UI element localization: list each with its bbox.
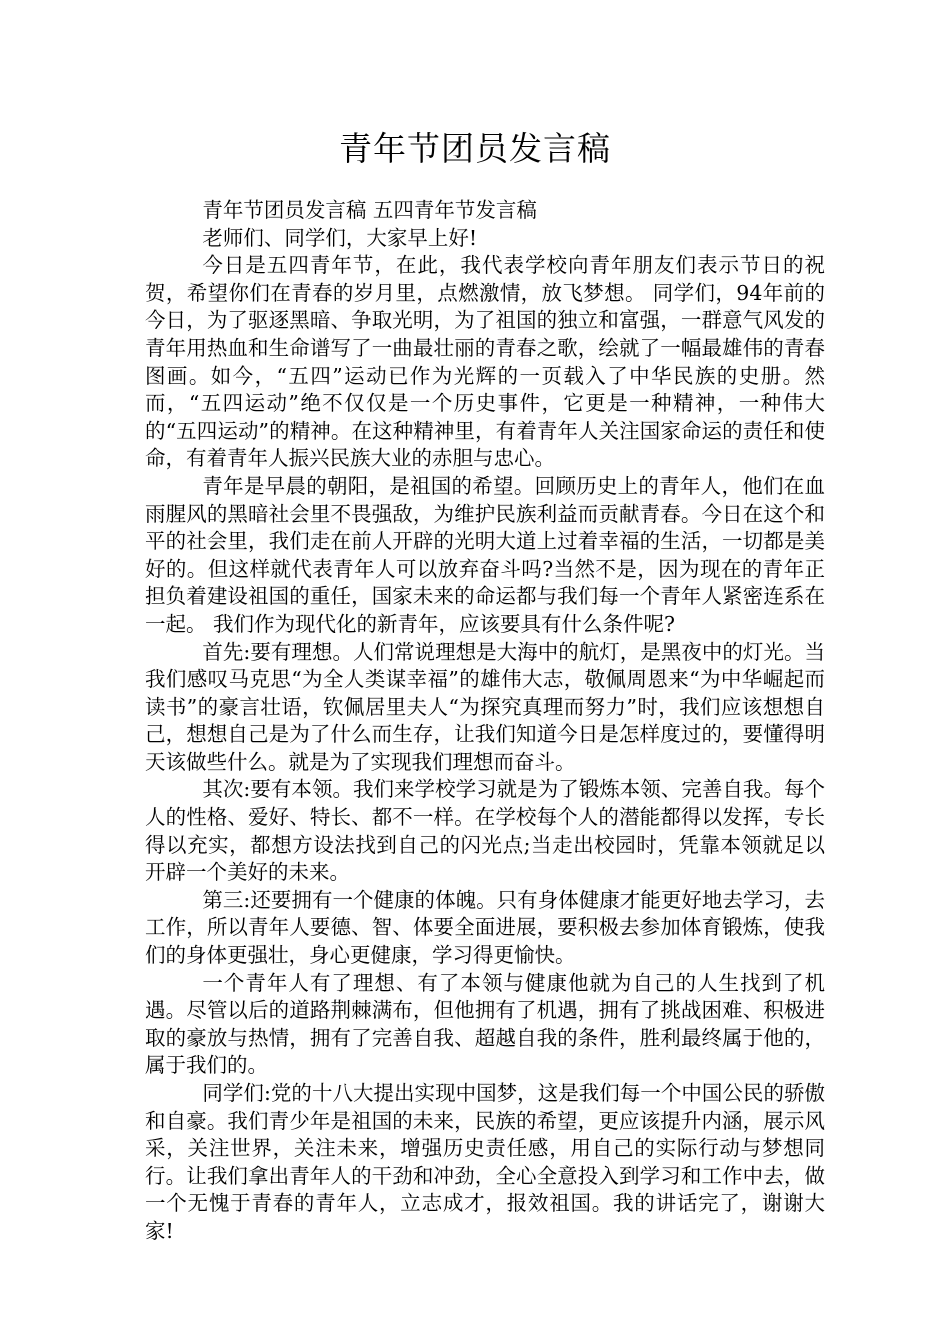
- paragraph-closing: 同学们:党的十八大提出实现中国梦，这是我们每一个中国公民的骄傲和自豪。我们青少年是祖国的未来，民族的希望，更应该提升内涵，展示风采，关注世界，关注未来，增强历史责任感，用自己的实际行动与梦想同行。让我们拿出青年人的干劲和冲劲，全心全意投入到学习和工作中去，做一个无愧于青春的青年人，立志成才，报效祖国。我的讲话完了，谢谢大家!: [145, 1081, 825, 1243]
- paragraph: 第三:还要拥有一个健康的体魄。只有身体健康才能更好地去学习，去工作，所以青年人要德、智、体要全面进展，要积极去参加体育锻炼，使我们的身体更强壮，身心更健康，学习得更愉快。: [145, 887, 825, 968]
- paragraph: 一个青年人有了理想、有了本领与健康他就为自己的人生找到了机遇。尽管以后的道路荆棘满布，但他拥有了机遇，拥有了挑战困难、积极进取的豪放与热情，拥有了完善自我、超越自我的条件，胜利最终属于他的，属于我们的。: [145, 970, 825, 1078]
- paragraph: 今日是五四青年节，在此，我代表学校向青年朋友们表示节日的祝贺，希望你们在青春的岁月里，点燃激情，放飞梦想。 同学们，94年前的今日，为了驱逐黑暗、争取光明，为了祖国的独立和富强，一群意气风发的青年用热血和生命谱写了一曲最壮丽的青春之歌，绘就了一幅最雄伟的青春图画。如今，“五四”运动已作为光辉的一页载入了中华民族的史册。然而，“五四运动”绝不仅仅是一个历史事件，它更是一种精神，一种伟大的“五四运动”的精神。在这种精神里，有着青年人关注国家命运的责任和使命，有着青年人振兴民族大业的赤胆与忠心。: [145, 253, 825, 471]
- document-body: [145, 197, 825, 1246]
- paragraph: 首先:要有理想。人们常说理想是大海中的航灯，是黑夜中的灯光。当我们感叹马克思“为全人类谋幸福”的雄伟大志，敬佩周恩来“为中华崛起而读书”的豪言壮语，钦佩居里夫人“为探究真理而努力”时，我们应该想想自己，想想自己是为了什么而生存，让我们知道今日是怎样度过的，要懂得明天该做些什么。就是为了实现我们理想而奋斗。: [145, 639, 825, 774]
- paragraph: 青年是早晨的朝阳，是祖国的希望。回顾历史上的青年人，他们在血雨腥风的黑暗社会里不畏强敌，为维护民族利益而贡献青春。今日在这个和平的社会里，我们走在前人开辟的光明大道上过着幸福的生活，一切都是美好的。但这样就代表青年人可以放弃奋斗吗?当然不是，因为现在的青年正担负着建设祖国的重任，国家未来的命运都与我们每一个青年人紧密连系在一起。 我们作为现代化的新青年，应该要具有什么条件呢?: [145, 473, 825, 636]
- paragraph-greeting: 老师们、同学们，大家早上好!: [202, 225, 478, 250]
- document-title: 青年节团员发言稿: [339, 129, 611, 168]
- paragraph: 其次:要有本领。我们来学校学习就是为了锻炼本领、完善自我。每个人的性格、爱好、特长、都不一样。在学校每个人的潜能都得以发挥，专长得以充实，都想方设法找到自己的闪光点;当走出校园时，凭靠本领就足以开辟一个美好的未来。: [145, 777, 825, 885]
- paragraph-subtitle: 青年节团员发言稿 五四青年节发言稿: [202, 198, 537, 222]
